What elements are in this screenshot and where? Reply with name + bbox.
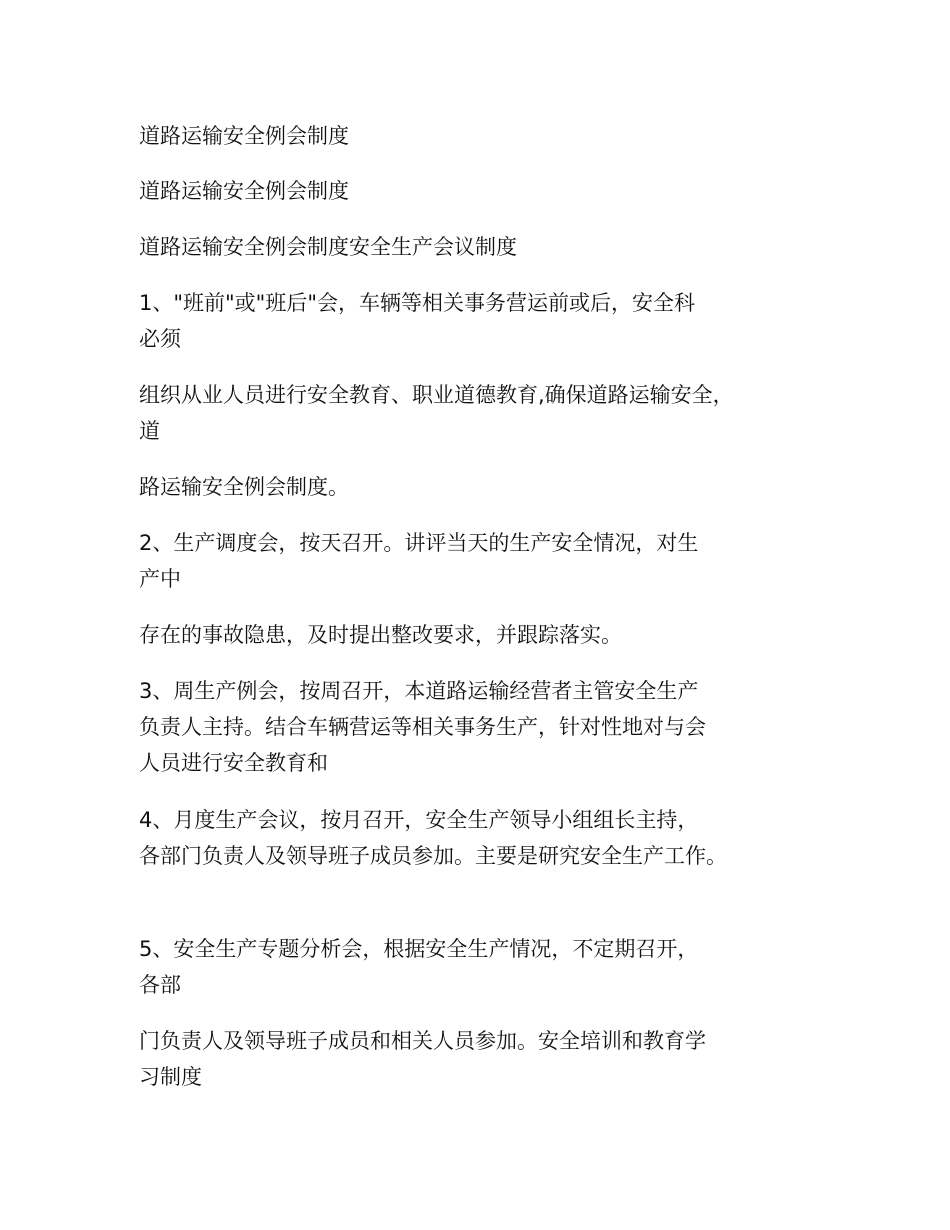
title-line: 道路运输安全例会制度 bbox=[139, 124, 349, 148]
text-line: 4、月度生产会议，按月召开，安全生产领导小组组长主持， bbox=[139, 808, 699, 832]
heading-line: 道路运输安全例会制度安全生产会议制度 bbox=[139, 235, 517, 259]
text-line: 习制度 bbox=[139, 1065, 202, 1089]
text-line: 门负责人及领导班子成员和相关人员参加。安全培训和教育学 bbox=[139, 1029, 706, 1053]
text-line: 1、"班前"或"班后"会，车辆等相关事务营运前或后，安全科 bbox=[139, 291, 695, 315]
subtitle-line: 道路运输安全例会制度 bbox=[139, 179, 349, 203]
text-line: 3、周生产例会，按周召开，本道路运输经营者主管安全生产 bbox=[139, 679, 699, 703]
text-line: 必须 bbox=[139, 327, 181, 351]
text-line: 各部门负责人及领导班子成员参加。主要是研究安全生产工作。 bbox=[139, 844, 727, 868]
text-line: 产中 bbox=[139, 567, 181, 591]
text-line: 道 bbox=[139, 419, 160, 443]
text-line: 组织从业人员进行安全教育、职业道德教育,确保道路运输安全， bbox=[139, 383, 734, 407]
text-line: 人员进行安全教育和 bbox=[139, 751, 328, 775]
text-line: 存在的事故隐患，及时提出整改要求，并跟踪落实。 bbox=[139, 623, 622, 647]
text-line: 5、安全生产专题分析会，根据安全生产情况，不定期召开， bbox=[139, 937, 699, 961]
text-line: 路运输安全例会制度。 bbox=[139, 475, 349, 499]
text-line: 各部 bbox=[139, 973, 181, 997]
text-line: 负责人主持。结合车辆营运等相关事务生产，针对性地对与会 bbox=[139, 715, 706, 739]
text-line: 2、生产调度会，按天召开。讲评当天的生产安全情况，对生 bbox=[139, 531, 699, 555]
